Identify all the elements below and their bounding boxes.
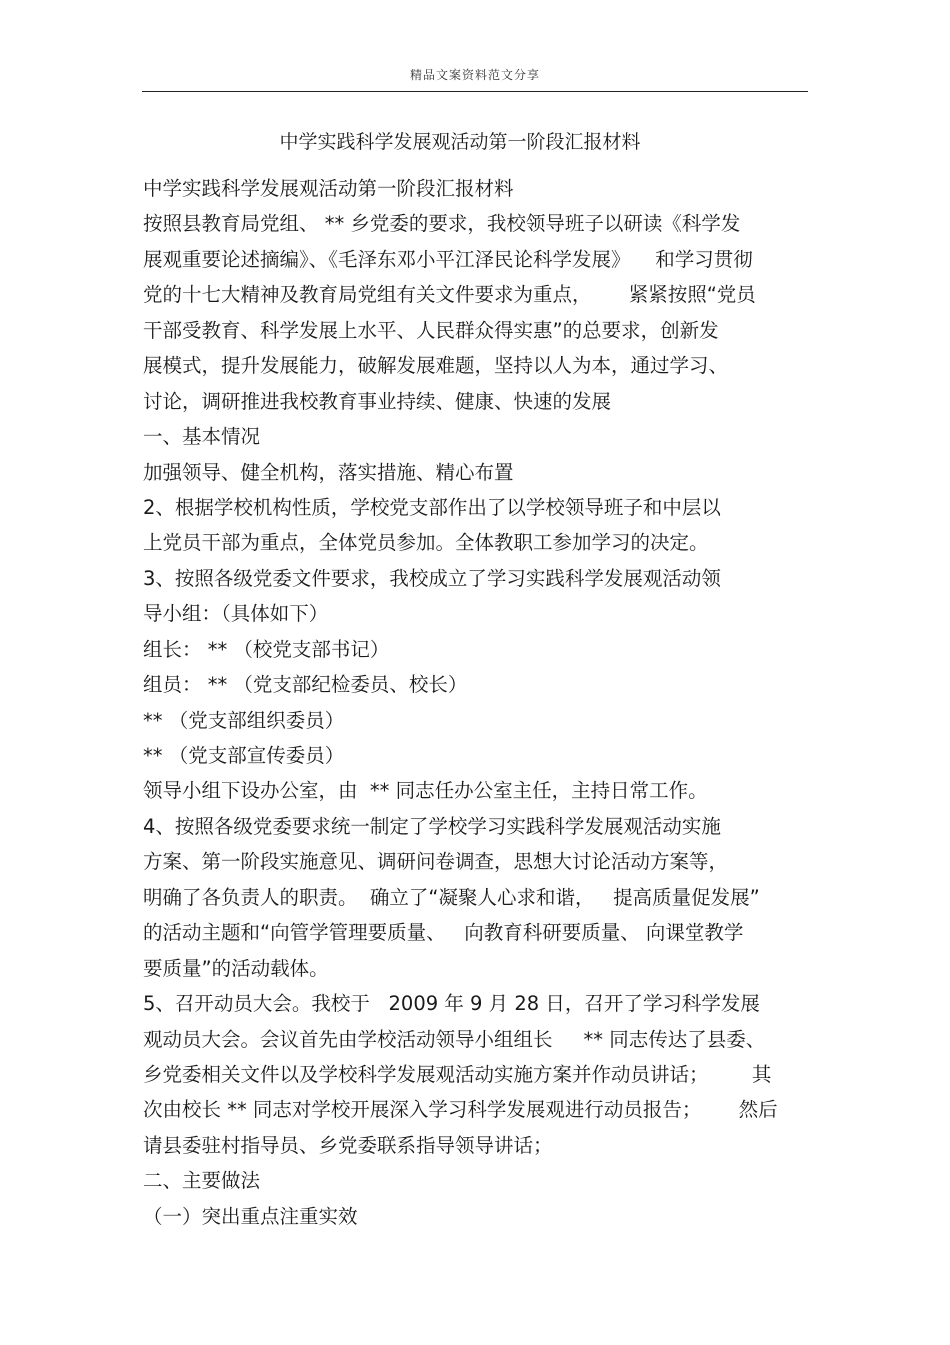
body-line: 5、召开动员大会。我校于 2009 年 9 月 28 日，召开了学习科学发展: [143, 992, 760, 1016]
body-line: 次由校长 ** 同志对学校开展深入学习科学发展观进行动员报告； 然后: [143, 1098, 778, 1122]
body-line: 中学实践科学发展观活动第一阶段汇报材料: [143, 177, 514, 200]
body-line: 党的十七大精神及教育局党组有关文件要求为重点， 紧紧按照“党员: [143, 283, 756, 307]
body-line: 领导小组下设办公室，由 ** 同志任办公室主任，主持日常工作。: [143, 779, 708, 803]
document-title: 中学实践科学发展观活动第一阶段汇报材料: [279, 131, 641, 153]
body-line: 干部受教育、科学发展上水平、人民群众得实惠”的总要求，创新发: [143, 318, 719, 342]
document-body: [143, 171, 823, 1234]
body-line: 按照县教育局党组、 ** 乡党委的要求，我校领导班子以研读《科学发: [143, 212, 741, 236]
body-line: 明确了各负责人的职责。 确立了“凝聚人心求和谐， 提高质量促发展”: [143, 885, 760, 909]
body-line: 上党员干部为重点，全体党员参加。全体教职工参加学习的决定。: [143, 531, 709, 555]
body-line: 3、按照各级党委文件要求，我校成立了学习实践科学发展观活动领: [143, 566, 721, 590]
body-line: ** （党支部组织委员）: [143, 708, 345, 732]
subsection-heading: （一）突出重点注重实效: [143, 1204, 358, 1228]
body-line: 组员： ** （党支部纪检委员、校长）: [143, 673, 468, 697]
body-line: 讨论，调研推进我校教育事业持续、健康、快速的发展: [143, 389, 612, 413]
section-heading: 二、主要做法: [143, 1169, 261, 1193]
body-line: 加强领导、健全机构，落实措施、精心布置: [143, 460, 514, 484]
body-line: 导小组：（具体如下）: [143, 602, 329, 626]
body-line: 方案、第一阶段实施意见、调研问卷调查，思想大讨论活动方案等，: [143, 850, 729, 874]
section-heading: 一、基本情况: [143, 425, 261, 449]
body-line: 要质量”的活动载体。: [143, 956, 329, 980]
body-line: 乡党委相关文件以及学校科学发展观活动实施方案并作动员讲话； 其: [143, 1062, 772, 1086]
page-header: 精品文案资料范文分享: [409, 68, 540, 82]
body-line: 2、根据学校机构性质，学校党支部作出了以学校领导班子和中层以: [143, 495, 721, 519]
body-line: 展观重要论述摘编》、《毛泽东邓小平江泽民论科学发展》 和学习贯彻: [143, 247, 753, 271]
body-line: 请县委驻村指导员、乡党委联系指导领导讲话；: [143, 1133, 553, 1157]
body-line: 组长： ** （校党支部书记）: [143, 637, 390, 661]
body-line: 展模式，提升发展能力，破解发展难题，坚持以人为本，通过学习、: [143, 354, 729, 378]
body-line: 观动员大会。会议首先由学校活动领导小组组长 ** 同志传达了县委、: [143, 1027, 766, 1051]
body-line: 4、按照各级党委要求统一制定了学校学习实践科学发展观活动实施: [143, 814, 721, 838]
header-divider: [142, 91, 808, 92]
body-line: 的活动主题和“向管学管理要质量、 向教育科研要质量、 向课堂教学: [143, 921, 744, 945]
body-line: ** （党支部宣传委员）: [143, 744, 345, 767]
